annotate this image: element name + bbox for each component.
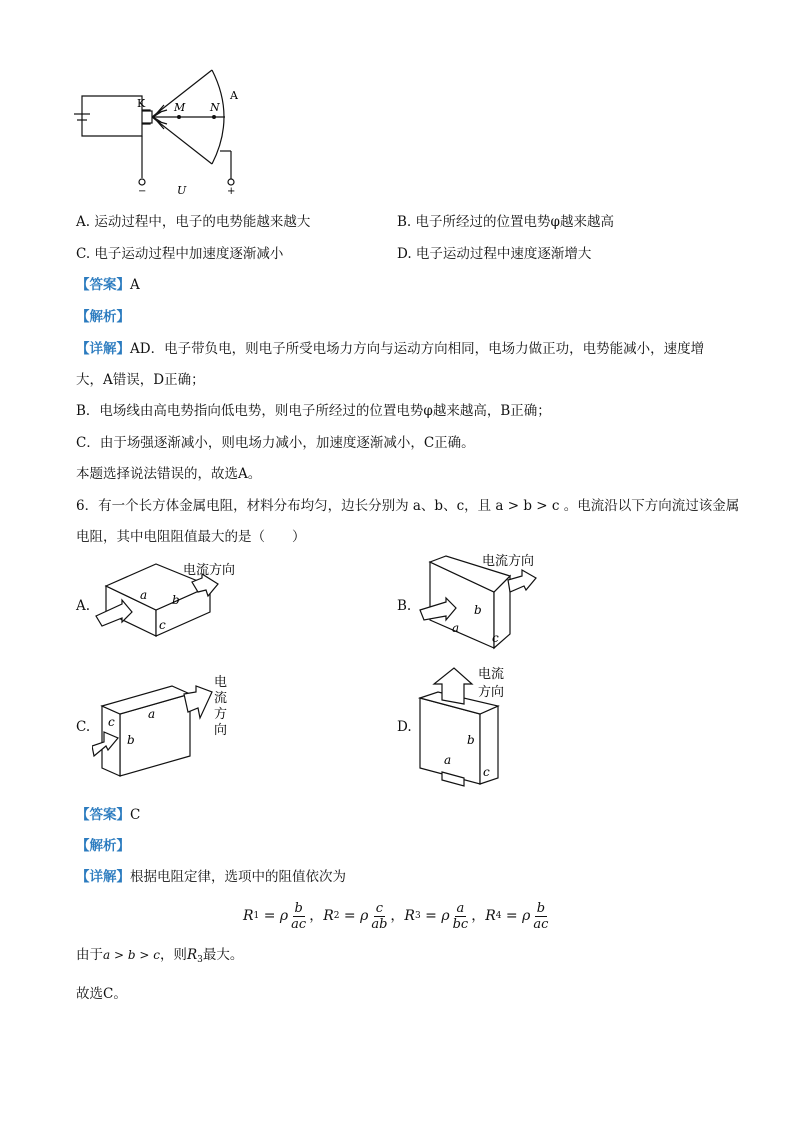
q6-conclusion: 故选C。 — [76, 986, 127, 1002]
q5-detail-line5: 本题选择说法错误的，故选A。 — [76, 466, 262, 482]
fig-a-current: 电流方向 — [183, 563, 236, 578]
q6-answer — [76, 806, 140, 824]
sep-1: ， — [309, 908, 324, 924]
since-sub: 3 — [197, 955, 203, 965]
r3-lhs: R — [404, 908, 415, 924]
sep-2: ， — [390, 908, 405, 924]
fig-c-current-1: 电 — [214, 675, 228, 690]
detail-tag: 【详解】 — [76, 341, 130, 357]
answer-tag: 【答案】 — [76, 277, 130, 293]
since-inequality: a > b > c — [103, 948, 160, 962]
q5-detail-line2: 大，A错误，D正确； — [76, 372, 205, 388]
rho-2: ρ — [360, 908, 369, 924]
fig-a-label-c: c — [159, 618, 166, 632]
since-r: R — [186, 947, 198, 963]
q6-detail — [76, 868, 346, 886]
answer-value: C — [130, 807, 141, 823]
q5-detail-line4: C．由于场强逐渐减小，则电场力减小，加速度逐渐减小，C正确。 — [76, 435, 475, 451]
q6-analysis — [76, 837, 130, 855]
since-mid: ，则 — [159, 947, 187, 963]
analysis-tag: 【解析】 — [76, 309, 130, 325]
q6-figure-d — [412, 660, 552, 790]
fig-c-label-b: b — [127, 733, 135, 747]
fig-d-current-line2: 方向 — [478, 685, 505, 700]
fig-b-option-label: B. — [397, 598, 412, 614]
label-minus: − — [138, 186, 147, 197]
fig-d-label-b: b — [467, 733, 475, 747]
fig-c-current-2: 流 — [214, 691, 228, 706]
fig-c-label-a: a — [148, 707, 156, 721]
q6-stem-line2: 电阻，其中电阻阻值最大的是（ ） — [76, 529, 306, 545]
fig-a-option-label: A. — [76, 598, 91, 614]
fig-c-option-label: C. — [76, 719, 91, 735]
detail-tag: 【详解】 — [76, 869, 130, 885]
since-pre: 由于 — [76, 947, 103, 963]
q6-figure-c — [92, 672, 252, 782]
q5-detail-line1 — [76, 340, 704, 358]
fig-a-label-a: a — [140, 588, 148, 602]
r1-fraction: $\frac{b}{ac}$ — [291, 900, 307, 932]
q5-option-c: C. 电子运动过程中加速度逐渐减小 — [76, 246, 284, 262]
fig-d-option-label: D. — [397, 719, 412, 735]
r3-sub: 3 — [414, 911, 421, 921]
r2-fraction: $\frac{c}{ab}$ — [371, 900, 388, 932]
fig-d-label-a: a — [444, 753, 452, 767]
q6-formula: R 1 = ρ $\frac{b}{ac}$ ， R 2 = ρ $\frac{c}{ab}$ ， R 3 = ρ $\frac{a}{bc}$ ， R 4 = ρ $\frac{b}{ac}$ — [243, 900, 549, 932]
q5-option-b: B. 电子所经过的位置电势φ越来越高 — [397, 214, 614, 230]
fig-b-label-b: b — [474, 603, 482, 617]
fig-b-label-c: c — [492, 631, 499, 645]
q5-detail-line3: B．电场线由高电势指向低电势，则电子所经过的位置电势φ越来越高，B正确； — [76, 403, 551, 419]
fig-a-label-b: b — [172, 593, 180, 607]
r1-sub: 1 — [253, 911, 260, 921]
r1-lhs: R — [243, 908, 254, 924]
fig-d-label-c: c — [483, 765, 490, 779]
r2-lhs: R — [323, 908, 334, 924]
q5-answer — [76, 276, 140, 294]
rho-3: ρ — [441, 908, 450, 924]
r4-lhs: R — [485, 908, 496, 924]
r3-fraction: $\frac{a}{bc}$ — [452, 900, 469, 932]
rho-1: ρ — [279, 908, 289, 924]
label-U: U — [177, 184, 187, 197]
analysis-tag: 【解析】 — [76, 838, 130, 854]
label-plus: + — [227, 186, 236, 197]
r4-sub: 4 — [495, 911, 502, 921]
fig-b-label-a: a — [452, 621, 460, 635]
fig-d-current-line1: 电流 — [478, 667, 505, 682]
fig-c-current-3: 方 — [214, 707, 228, 722]
detail-text: 根据电阻定律，选项中的阻值依次为 — [130, 869, 346, 885]
fig-c-current-4: 向 — [214, 723, 228, 738]
r4-fraction: $\frac{b}{ac}$ — [533, 900, 549, 932]
q6-figure-b — [412, 550, 562, 650]
rho-4: ρ — [522, 908, 531, 924]
answer-tag: 【答案】 — [76, 807, 130, 823]
label-N: N — [210, 101, 220, 114]
q5-option-a: A. 运动过程中，电子的电势能越来越大 — [76, 214, 311, 230]
q6-figure-a — [92, 556, 252, 646]
label-M: M — [174, 101, 186, 114]
q5-analysis — [76, 308, 130, 326]
label-K: K — [137, 97, 146, 110]
label-A: A — [230, 89, 238, 102]
since-post: 最大。 — [202, 947, 244, 963]
r2-sub: 2 — [333, 911, 340, 921]
answer-value: A — [130, 277, 140, 293]
q5-option-d: D. 电子运动过程中速度逐渐增大 — [397, 246, 592, 262]
q6-since — [76, 946, 243, 969]
detail-text: AD．电子带负电，则电子所受电场力方向与运动方向相同，电场力做正功，电势能减小，速度增 — [130, 341, 705, 357]
sep-3: ， — [471, 908, 486, 924]
q6-stem-line1: 6．有一个长方体金属电阻，材料分布均匀，边长分别为 a、b、c，且 a > b > c 。电流沿以下方向流过该金属 — [76, 498, 740, 514]
fig-c-label-c: c — [108, 715, 115, 729]
fig-b-current: 电流方向 — [482, 554, 535, 569]
electron-tube-figure — [60, 66, 260, 200]
